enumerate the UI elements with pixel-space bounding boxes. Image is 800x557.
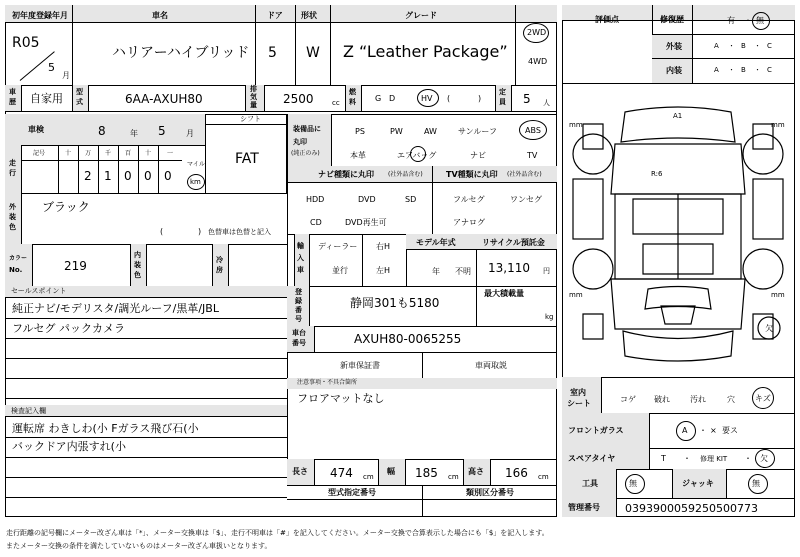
displacement: 2500 xyxy=(283,92,314,106)
inspection-month: 5 xyxy=(158,124,166,138)
navi-sub: (社外品含む) xyxy=(388,171,423,178)
footer-note-2: またメーター交換の条件を満たしていないものはメーター改ざん車扱いとなります。 xyxy=(6,542,272,550)
ext-b: B xyxy=(741,42,746,50)
ext-dot-1: ・ xyxy=(728,42,735,50)
seat-label-2: シート xyxy=(567,399,591,408)
tv-analog: アナログ xyxy=(453,218,485,227)
inspection-year: 8 xyxy=(98,124,106,138)
body-shape: W xyxy=(306,45,320,61)
navi-hdd: HDD xyxy=(306,195,325,204)
disp-label-2: 気 xyxy=(250,93,257,101)
seat-label-1: 室内 xyxy=(570,388,586,397)
length-value: 474 xyxy=(330,466,353,480)
inspection-year-unit: 年 xyxy=(130,129,138,138)
windshield-label: フロントガラス xyxy=(568,426,624,435)
height-label: 高さ xyxy=(468,467,484,476)
cc-unit: cc xyxy=(332,99,340,107)
equip-leather: 本革 xyxy=(350,151,366,160)
import-lh: 左H xyxy=(376,266,391,275)
first-reg-header: 初年度登録年月 xyxy=(12,11,68,20)
spare-dot-1: ・ xyxy=(683,454,691,463)
car-name: ハリアーハイブリッド xyxy=(112,45,250,61)
sales-title: セールスポイント xyxy=(11,287,67,295)
repair-history-label: 修復歴 xyxy=(660,15,684,24)
equip-pw: PW xyxy=(390,127,403,136)
equip-aw: AW xyxy=(424,127,437,136)
diagram-note: R:6 xyxy=(651,170,663,178)
unit-km: km xyxy=(190,178,201,186)
spare-kit: 修理 KIT xyxy=(700,455,728,463)
inspector-title: 検査記入欄 xyxy=(11,407,46,415)
seat-kizu: キズ xyxy=(755,394,771,403)
recycle-unit: 円 xyxy=(543,267,550,275)
mgmt-number: 0393900059250500773 xyxy=(625,502,758,515)
int-color-label-2: 装 xyxy=(134,261,141,269)
type-approval-label: 型式指定番号 xyxy=(328,488,376,497)
chassis-number: AXUH80-0065255 xyxy=(354,332,462,346)
recycle-value: 13,110 xyxy=(488,261,530,275)
drive-4wd: 4WD xyxy=(528,57,548,66)
inspection-month-unit: 月 xyxy=(186,129,194,138)
seat-ana: 穴 xyxy=(727,395,735,404)
model-code: 6AA-AXUH80 xyxy=(125,92,203,106)
max-load-unit: kg xyxy=(545,313,554,321)
int-color-label-3: 色 xyxy=(134,271,141,279)
equip-sunroof: サンルーフ xyxy=(458,127,497,136)
color-label-1: 外 xyxy=(9,203,16,211)
mileage-digit-1: 2 xyxy=(84,169,92,183)
cap-label-2: 員 xyxy=(499,98,506,106)
usage-label-1: 車 xyxy=(9,88,16,96)
cooling-label-2: 房 xyxy=(216,266,223,274)
jack-value: 無 xyxy=(752,479,760,488)
mm-br: mm xyxy=(771,291,785,299)
eval-header: 評価点 xyxy=(595,15,619,24)
tv-sub: (社外品含む) xyxy=(507,171,542,178)
tools-value: 無 xyxy=(629,479,637,488)
usage-value: 自家用 xyxy=(30,92,63,105)
fuel-paren-open: ( xyxy=(447,94,451,103)
digit-label-6: 一 xyxy=(167,150,174,157)
disp-label-1: 排 xyxy=(250,85,257,93)
seat-koge: コゲ xyxy=(620,395,636,404)
cap-label-1: 定 xyxy=(499,88,506,96)
grade: Z “Leather Package” xyxy=(343,42,508,61)
capacity: 5 xyxy=(523,92,531,106)
mileage-digit-2: 1 xyxy=(104,169,112,183)
spare-missing: 欠 xyxy=(760,454,768,463)
inspector-line-1: 運転席 わきしわ(小 Fガラス飛び石(小 xyxy=(12,422,199,435)
color-paren-open: ( xyxy=(160,227,164,236)
disp-label-3: 量 xyxy=(250,101,257,109)
diagram-ketsu: 欠 xyxy=(765,324,773,333)
colorno-label-1: カラー xyxy=(9,255,28,262)
int-dot-1: ・ xyxy=(728,66,735,74)
height-value: 166 xyxy=(505,466,528,480)
import-dealer: ディーラー xyxy=(318,242,358,251)
shift-label: シフト xyxy=(240,115,261,123)
ext-c: C xyxy=(767,42,772,50)
model-label-2: 式 xyxy=(76,98,83,106)
fuel-paren-close: ) xyxy=(478,94,482,103)
equip-abs: ABS xyxy=(525,126,541,135)
color-value: ブラック xyxy=(42,200,90,214)
color-paren-close: ) xyxy=(198,227,202,236)
mm-tl: mm xyxy=(569,121,583,129)
equip-navi: ナビ xyxy=(470,151,486,160)
equip-label-3: (純正のみ) xyxy=(291,150,320,157)
fuel-label-2: 料 xyxy=(349,98,356,106)
mileage-label-1: 走 xyxy=(9,159,16,167)
tools-label: 工具 xyxy=(582,479,598,488)
reg-month-unit: 月 xyxy=(62,71,70,80)
tv-oneseg: ワンセグ xyxy=(510,195,542,204)
width-label: 幅 xyxy=(387,467,395,476)
tv-fullseg: フルセグ xyxy=(453,195,485,204)
reg-label-2: 録 xyxy=(295,297,302,305)
navi-sd: SD xyxy=(405,195,417,204)
import-parallel: 並行 xyxy=(332,266,348,275)
unit-mile: マイル xyxy=(187,161,205,168)
footer-note-1: 走行距離の記号欄にメーター改ざん車は「*」、メーター交換車は「$」、走行不明車は「#」を記入してください。メーター交換で合算表示した場合にも「$」を記入します。 xyxy=(6,529,549,537)
ws-a: A xyxy=(682,426,688,435)
repair-no: 無 xyxy=(756,16,764,25)
seat-yogore: 汚れ xyxy=(690,395,706,404)
color-number: 219 xyxy=(64,259,87,273)
equip-label-2: 丸印 xyxy=(293,138,307,146)
repair-dot: ・ xyxy=(744,16,752,25)
import-label-1: 輸 xyxy=(297,242,304,250)
model-year-title: モデル年式 xyxy=(416,238,456,247)
spare-t: T xyxy=(661,454,666,463)
length-unit: cm xyxy=(363,473,374,481)
reg-month: 5 xyxy=(48,61,55,74)
import-label-2: 入 xyxy=(297,254,304,262)
digit-label-1: 十 xyxy=(65,150,72,157)
type-category-label: 類別区分番号 xyxy=(466,488,514,497)
color-label-3: 色 xyxy=(9,223,16,231)
length-label: 長さ xyxy=(292,467,308,476)
vehicle-manual: 車両取説 xyxy=(475,361,507,370)
int-dot-2: ・ xyxy=(754,66,761,74)
import-label-3: 車 xyxy=(297,266,304,274)
shift-value: FAT xyxy=(235,151,259,167)
car-name-header: 車名 xyxy=(152,11,168,20)
chassis-label-2: 番号 xyxy=(292,339,306,347)
reg-label-1: 登 xyxy=(295,288,302,296)
mileage-digit-5: 0 xyxy=(164,169,172,183)
fuel-hv: HV xyxy=(421,94,433,103)
ws-x: × xyxy=(710,426,717,435)
digit-label-5: 十 xyxy=(145,150,152,157)
reg-number: 静岡301も5180 xyxy=(350,296,440,310)
import-rh: 右H xyxy=(376,242,391,251)
model-year-unknown: 不明 xyxy=(455,267,471,276)
digit-label-4: 百 xyxy=(125,150,132,157)
int-b: B xyxy=(741,66,746,74)
interior-label: 内装 xyxy=(666,66,682,75)
reg-label-3: 番 xyxy=(295,306,302,314)
jack-label: ジャッキ xyxy=(682,479,714,488)
inspector-line-2: バックドア内張すれ(小 xyxy=(12,440,126,453)
ws-need: 要ス xyxy=(722,426,738,435)
color-label-2: 装 xyxy=(9,213,16,221)
cooling-label-1: 冷 xyxy=(216,256,223,264)
car-damage-diagram xyxy=(563,84,794,377)
grade-header: グレード xyxy=(405,11,437,20)
model-year-unit: 年 xyxy=(432,267,440,276)
mgmt-label: 管理番号 xyxy=(568,503,600,512)
reg-label-4: 号 xyxy=(295,315,302,323)
width-unit: cm xyxy=(448,473,459,481)
ws-dot: ・ xyxy=(699,426,707,435)
digit-label-2: 万 xyxy=(85,150,92,157)
max-load-label: 最大積載量 xyxy=(484,289,524,298)
chassis-label-1: 車台 xyxy=(292,329,306,337)
model-label-1: 型 xyxy=(76,88,83,96)
cap-unit: 人 xyxy=(543,99,550,107)
fuel-g: G xyxy=(375,94,382,103)
ext-a: A xyxy=(714,42,719,50)
navi-title: ナビ種類に丸印 xyxy=(318,170,374,179)
equip-tv: TV xyxy=(527,151,538,160)
tv-title: TV種類に丸印 xyxy=(446,170,498,179)
notes-title: 注意事項・不具合箇所 xyxy=(297,379,358,386)
exterior-label: 外装 xyxy=(666,42,682,51)
diagram-a1: A1 xyxy=(673,112,683,120)
inspection-label: 車検 xyxy=(28,125,44,134)
spare-dot-2: ・ xyxy=(744,454,752,463)
equip-ps: PS xyxy=(355,127,365,136)
int-color-label-1: 内 xyxy=(134,251,141,259)
fuel-label-1: 燃 xyxy=(349,88,356,96)
sales-line-1: 純正ナビ/モデリスタ/調光ルーフ/黒革/JBL xyxy=(12,302,219,315)
colorno-label-2: No. xyxy=(9,266,23,274)
new-car-warranty: 新車保証書 xyxy=(340,361,380,370)
equip-label-1: 装備品に xyxy=(293,125,321,133)
navi-dvd-playback: DVD再生可 xyxy=(345,218,387,227)
mileage-digit-3: 0 xyxy=(124,169,132,183)
int-a: A xyxy=(714,66,719,74)
door-count: 5 xyxy=(268,45,277,61)
spare-tire-label: スペアタイヤ xyxy=(568,454,616,463)
equip-airbag: エアバッグ xyxy=(397,151,437,160)
fuel-d: D xyxy=(389,94,396,103)
int-c: C xyxy=(767,66,772,74)
mileage-label-2: 行 xyxy=(9,169,16,177)
door-header: ドア xyxy=(267,11,283,20)
navi-cd: CD xyxy=(310,218,322,227)
mm-bl: mm xyxy=(569,291,583,299)
digit-label-3: 千 xyxy=(105,150,112,157)
navi-dvd: DVD xyxy=(358,195,376,204)
mileage-symbol-label: 記号 xyxy=(33,150,46,157)
mm-tr: mm xyxy=(771,121,785,129)
color-note: 色替車は色替と記入 xyxy=(208,228,271,236)
usage-label-2: 歴 xyxy=(9,98,16,106)
repair-yes: 有 xyxy=(727,16,735,25)
seat-yabure: 破れ xyxy=(654,395,670,404)
notes-value: フロアマットなし xyxy=(297,392,385,405)
shape-header: 形状 xyxy=(301,11,317,20)
width-value: 185 xyxy=(415,466,438,480)
mileage-digit-4: 0 xyxy=(144,169,152,183)
ext-dot-2: ・ xyxy=(754,42,761,50)
recycle-title: リサイクル預託金 xyxy=(482,238,545,247)
sales-line-2: フルセグ パックカメラ xyxy=(12,322,126,335)
reg-year: R05 xyxy=(12,35,40,51)
height-unit: cm xyxy=(538,473,549,481)
drive-2wd: 2WD xyxy=(527,28,547,37)
